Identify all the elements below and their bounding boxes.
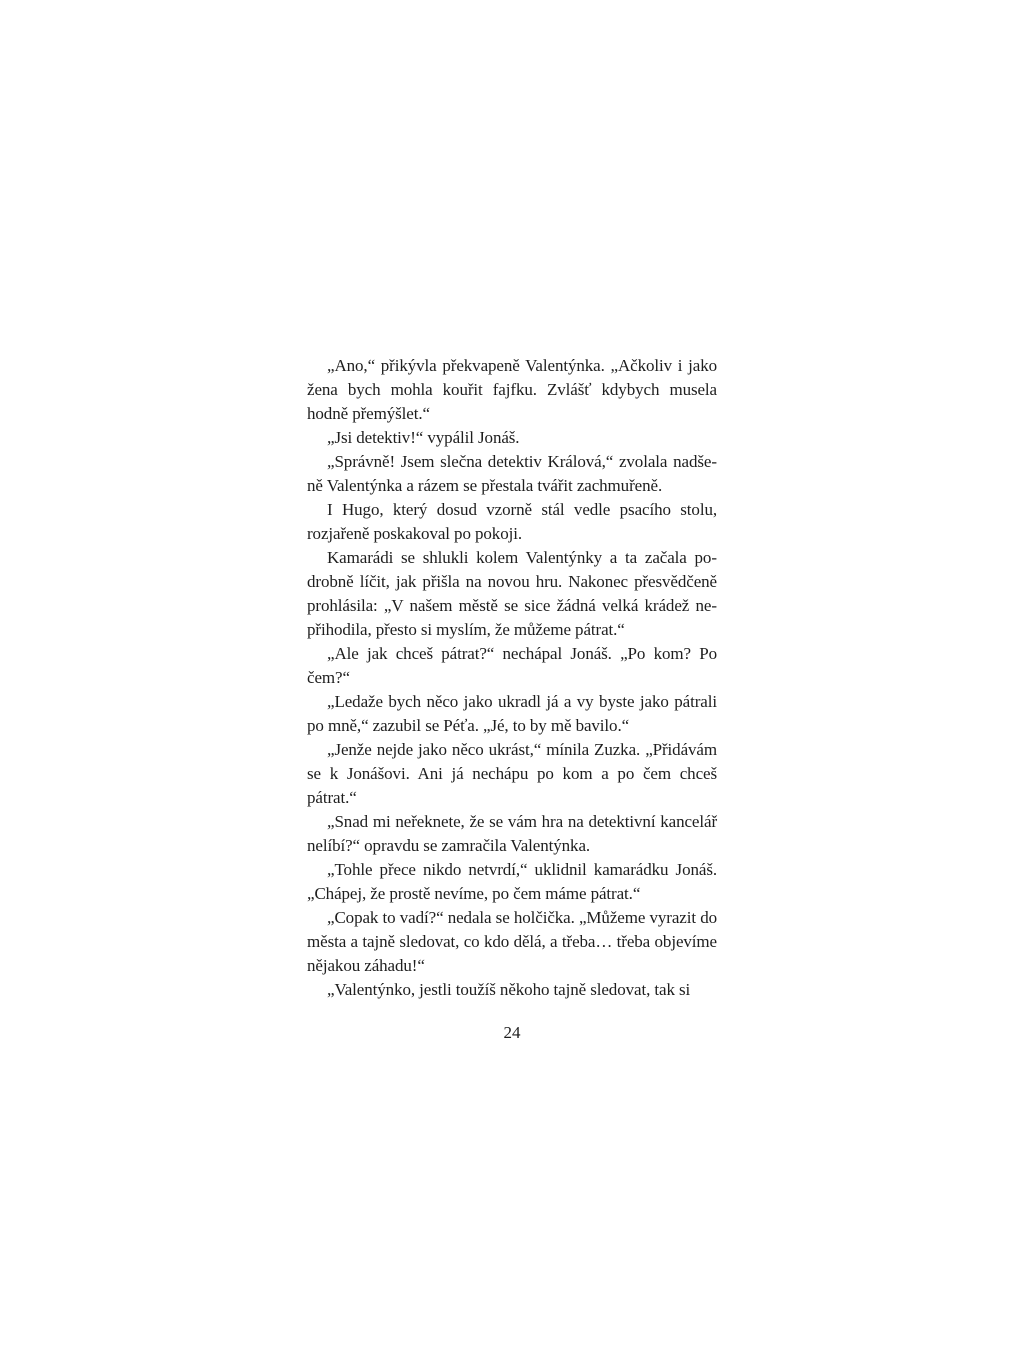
paragraph: Kamarádi se shlukli kolem Valentýnky a ta začala podrobně líčit, jak přišla na novou hru. Nakonec přesvědčeně prohlásila: „V našem městě se sice žádná velká krádež nepřihodila, přesto si myslím, že můžeme pátrat.“ [307,548,717,639]
paragraph: „Jsi detektiv!“ vypálil Jonáš. [327,428,520,447]
paragraph: „Copak to vadí?“ nedala se holčička. „Můžeme vyrazit do města a tajně sledovat, co kdo dělá, a třeba… třeba objevíme nějakou záhadu!“ [307,908,717,975]
paragraph: „Jenže nejde jako něco ukrást,“ mínila Zuzka. „Přidávám se k Jonášovi. Ani já nechápu po kom a po čem chceš pátrat.“ [307,740,717,807]
page-number: 24 [503,1023,521,1042]
paragraph: „Ale jak chceš pátrat?“ nechápal Jonáš. „Po kom? Po čem?“ [307,644,717,687]
paragraph: I Hugo, který dosud vzorně stál vedle psacího stolu, rozjařeně poskakoval po pokoji. [307,500,717,543]
paragraph: „Valentýnko, jestli toužíš někoho tajně sledovat, tak si [327,980,691,999]
paragraph: „Ano,“ přikývla překvapeně Valentýnka. „Ačkoliv i jako žena bych mohla kouřit fajfku. Zvlášť kdybych musela hodně přemýšlet.“ [307,356,717,423]
paragraph: „Správně! Jsem slečna detektiv Králová,“ zvolala nadšeně Valentýnka a rázem se přestala tvářit zachmuřeně. [307,452,717,495]
body-text [307,354,717,1002]
paragraph: „Snad mi neřeknete, že se vám hra na detektivní kancelář nelíbí?“ opravdu se zamračila Valentýnka. [307,812,717,855]
paragraph: „Tohle přece nikdo netvrdí,“ uklidnil kamarádku Jonáš. „Chápej, že prostě nevíme, po čem máme pátrat.“ [307,860,717,903]
paragraph: „Ledaže bych něco jako ukradl já a vy byste jako pátrali po mně,“ zazubil se Péťa. „Jé, to by mě bavilo.“ [307,692,717,735]
